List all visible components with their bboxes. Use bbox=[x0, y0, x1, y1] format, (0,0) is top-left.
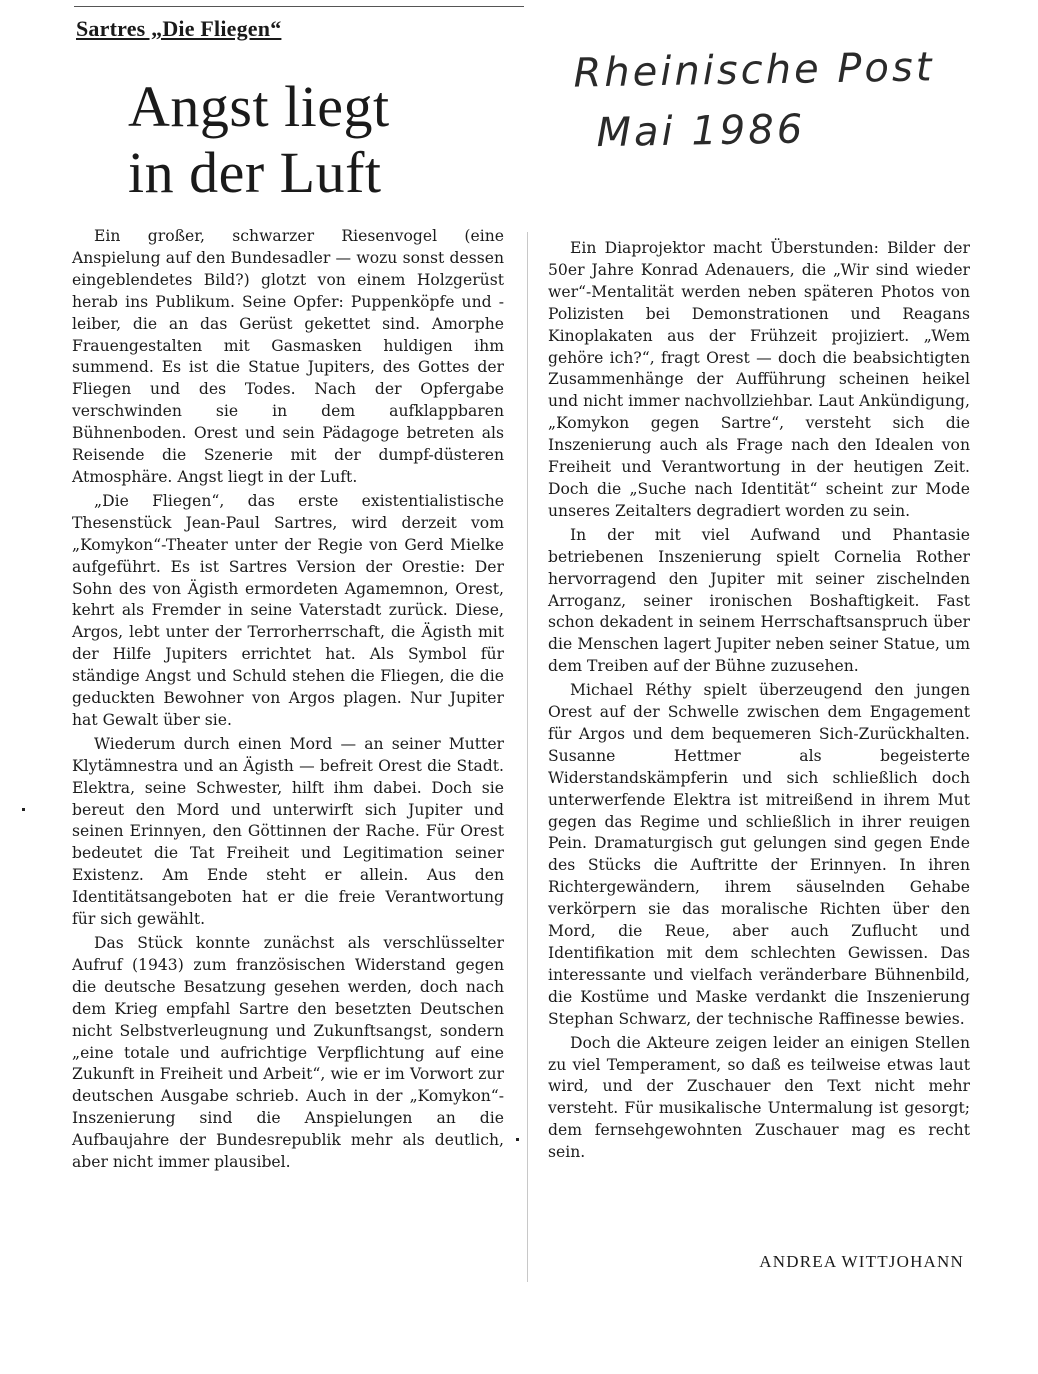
handwritten-source-note bbox=[567, 36, 989, 163]
headline-line-1: Angst liegt bbox=[128, 74, 390, 139]
paragraph: „Die Fliegen“, das erste existentialistische Thesenstück Jean-Paul Sartres, wird derzeit vom „Komykon“-Theater unter der Regie von Gerd Mielke aufgeführt. Es ist Sartres Version der Orestie: Der Sohn des von Ägisth ermordeten Agamemnon, Orest, kehrt als Fremder in seine Vaterstadt zurück. Diese, Argos, lebt unter der Terrorherrschaft, die Ägisth mit der Hilfe Jupiters errichtet hat. Als Symbol für ständige Angst und Schuld stehen die Fliegen, die die geduckten Bewohner von Argos plagen. Nur Jupiter hat Gewalt über sie. bbox=[72, 491, 504, 729]
headline-line-2: in der Luft bbox=[128, 140, 382, 205]
article-right-column bbox=[548, 238, 970, 1166]
top-rule bbox=[74, 6, 524, 7]
scan-speck bbox=[22, 808, 25, 811]
paragraph: Michael Réthy spielt überzeugend den jungen Orest auf der Schwelle zwischen dem Engagement für Argos und dem bequemeren Sich-Zurückhalten. Susanne Hettmer als begeisterte Widerstandskämpferin und sich schließlich doch unterwerfende Elektra ist mitreißend in ihrem Mut gegen das Regime und schließlich in ihrer reuigen Pein. Dramaturgisch gut gelungen sind gegen Ende des Stücks die Auftritte der Erinnyen. In ihren Richtergewändern, ihrem säuselnden Gehabe verkörpern sie das moralische Richten über den Mord, die Reue, aber auch Zuflucht und Identifikation mit dem schlechten Gewissen. Das interessante und vielfach veränderbare Bühnenbild, die Kostüme und Maske verdankt die Inszenierung Stephan Schwarz, der technische Raffinesse bewies. bbox=[548, 681, 970, 1028]
handwritten-date: Mai 1986 bbox=[596, 106, 806, 157]
column-divider bbox=[527, 232, 528, 1282]
paragraph: Doch die Akteure zeigen leider an einigen Stellen zu viel Temperament, so daß es teilweise etwas laut wird, und der Zuschauer den Text nicht mehr versteht. Für musikalische Untermalung ist gesorgt; dem fernsehgewohnten Zuschauer mag es recht sein. bbox=[548, 1033, 970, 1162]
paragraph: In der mit viel Aufwand und Phantasie betriebenen Inszenierung spielt Cornelia Rother hervorragend den Jupiter mit seiner zischelnden Arroganz, seiner ironischen Boshaftigkeit. Fast schon dekadent in seinem Herrschaftsanspruch über die Menschen lagert Jupiter neben seiner Statue, um dem Treiben auf der Bühne zuzusehen. bbox=[548, 525, 970, 676]
headline bbox=[128, 74, 488, 206]
scan-speck bbox=[516, 1138, 519, 1141]
paragraph: Das Stück konnte zunächst als verschlüsselter Aufruf (1943) zum französischen Widerstand gegen die deutsche Besatzung gesehen werden, doch nach dem Krieg empfahl Sartre den besetzten Deutschen nicht Selbstverleugnung und Zukunftsangst, sondern „eine totale und aufrichtige Verpflichtung auf eine Zukunft in Freiheit und Arbeit“, wie er im Vorwort zur deutschen Ausgabe schrieb. Auch in der „Komykon“-Inszenierung sind die Anspielungen an die Aufbaujahre der Bundesrepublik mehr als deutlich, aber nicht immer plausibel. bbox=[72, 934, 504, 1172]
paragraph: Ein Diaprojektor macht Überstunden: Bilder der 50er Jahre Konrad Adenauers, die „Wir sind wieder wer“-Mentalität werden neben späteren Photos von Polizisten bei Demonstrationen und Reagans Kinoplakaten aus der Frühzeit projiziert. „Wem gehöre ich?“, fragt Orest — doch die beabsichtigten Zusammenhänge der Aufführung scheinen heikel und nicht immer nachvollziehbar. Laut Ankündigung, „Komykon gegen Sartre“, versteht sich die Inszenierung auch als Frage nach den Idealen von Freiheit und Verantwortung in der heutigen Zeit. Doch die „Suche nach Identität“ scheint zur Mode unseres Zeitalters degradiert worden zu sein. bbox=[548, 239, 970, 520]
author-byline: ANDREA WITTJOHANN bbox=[759, 1252, 964, 1271]
handwritten-publication: Rheinische Post bbox=[573, 44, 935, 97]
kicker: Sartres „Die Fliegen“ bbox=[76, 16, 282, 41]
paragraph: Wiederum durch einen Mord — an seiner Mutter Klytämnestra und an Ägisth — befreit Orest die Stadt. Elektra, seine Schwester, hilft ihm dabei. Doch sie bereut den Mord und unterwirft sich Jupiter und seinen Erinnyen, den Göttinnen der Rache. Für Orest bedeutet die Tat Freiheit und Legitimation seiner Existenz. Am Ende steht er allein. Aus den Identitätsangeboten hat er die freie Verantwortung für sich gewählt. bbox=[72, 734, 504, 929]
paragraph: Ein großer, schwarzer Riesenvogel (eine Anspielung auf den Bundesadler — wozu sonst dessen eingeblendetes Bild?) glotzt von einem Holzgerüst herab ins Publikum. Seine Opfer: Puppenköpfe und -leiber, die an das Gerüst gekettet sind. Amorphe Frauengestalten mit Gasmasken huldigen ihm summend. Es ist die Statue Jupiters, des Gottes der Fliegen und des Todes. Nach der Opfergabe verschwinden sie in dem aufklappbaren Bühnenboden. Orest und sein Pädagoge betreten als Reisende die Szenerie mit der dumpf-düsteren Atmosphäre. Angst liegt in der Luft. bbox=[72, 227, 504, 486]
article-left-column bbox=[72, 226, 504, 1176]
